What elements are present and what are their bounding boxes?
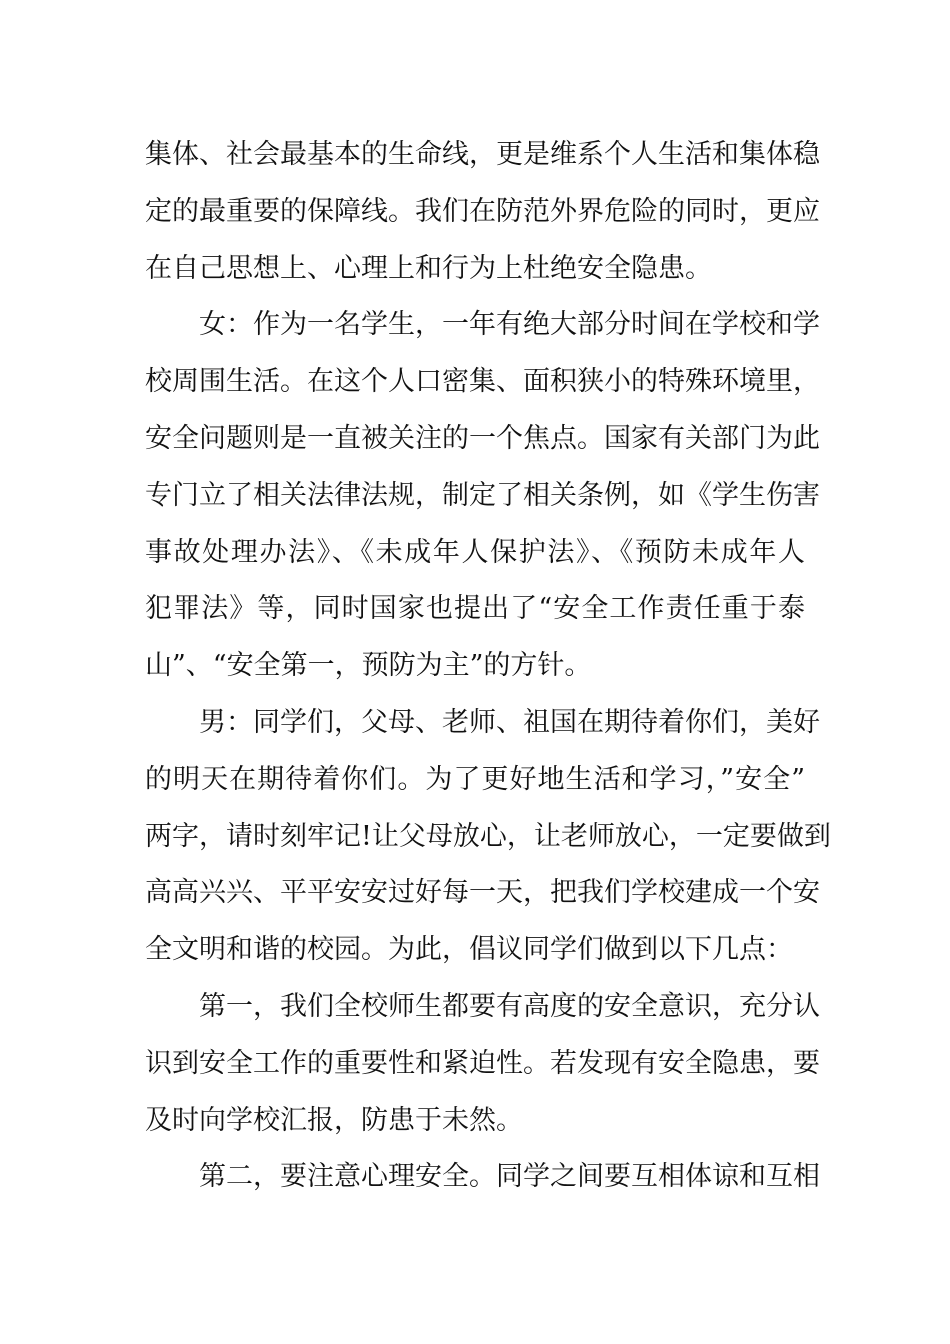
text-line: 校周围生活。在这个人口密集、面积狭小的特殊环境里，: [145, 366, 820, 398]
paragraph-start-line: 男：同学们，父母、老师、祖国在期待着你们，美好: [199, 706, 820, 738]
paragraph-start-line: 女：作为一名学生，一年有绝大部分时间在学校和学: [199, 309, 820, 341]
text-line: 全文明和谐的校园。为此，倡议同学们做到以下几点：: [145, 934, 793, 966]
text-line: 的明天在期待着你们。为了更好地生活和学习，”安全”: [145, 763, 805, 795]
text-line: 事故处理办法》、《未成年人保护法》、《预防未成年人: [145, 536, 805, 568]
body-text: [145, 127, 831, 1206]
text-line: 山”、“安全第一，预防为主”的方针。: [145, 650, 592, 682]
text-line: 识到安全工作的重要性和紧迫性。若发现有安全隐患，要: [145, 1047, 820, 1079]
text-line: 及时向学校汇报，防患于未然。: [145, 1104, 523, 1136]
paragraph-start-line: 第二，要注意心理安全。同学之间要互相体谅和互相: [199, 1161, 820, 1193]
text-line: 高高兴兴、平平安安过好每一天，把我们学校建成一个安: [145, 877, 820, 909]
paragraph-start-line: 第一，我们全校师生都要有高度的安全意识，充分认: [199, 990, 820, 1022]
text-line: 专门立了相关法律法规，制定了相关条例，如《学生伤害: [145, 479, 820, 511]
text-line: 两字，请时刻牢记!让父母放心，让老师放心，一定要做到: [145, 820, 831, 852]
text-line: 犯罪法》等，同时国家也提出了“安全工作责任重于泰: [145, 593, 805, 625]
text-line: 在自己思想上、心理上和行为上杜绝安全隐患。: [145, 252, 712, 284]
text-line: 集体、社会最基本的生命线，更是维系个人生活和集体稳: [145, 139, 820, 170]
text-line: 安全问题则是一直被关注的一个焦点。国家有关部门为此: [145, 422, 820, 454]
text-line: 定的最重要的保障线。我们在防范外界危险的同时，更应: [145, 195, 820, 227]
